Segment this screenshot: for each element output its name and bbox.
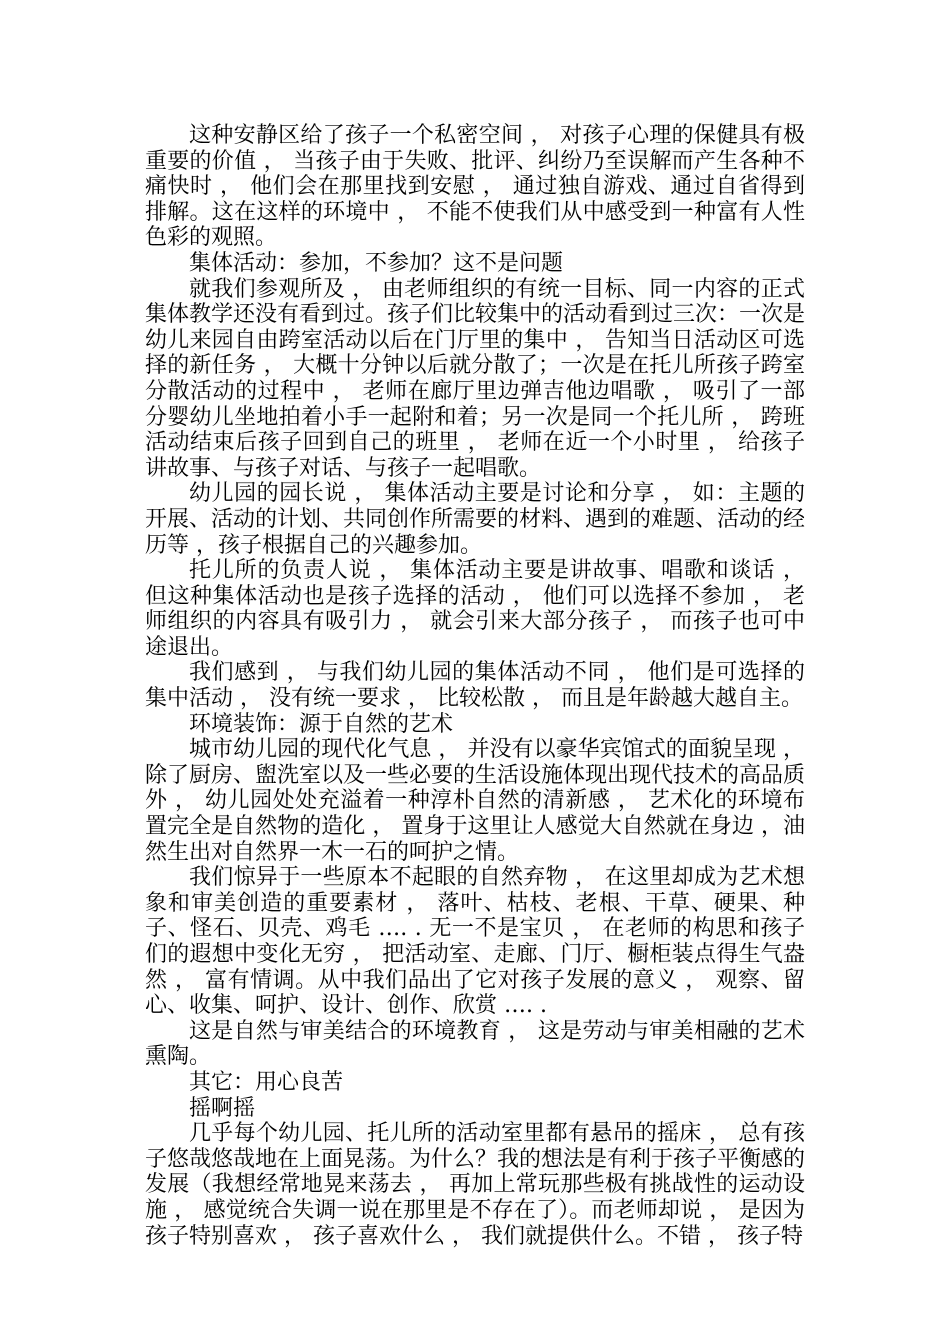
paragraph-nursery-head: 托儿所的负责人说 ， 集体活动主要是讲故事、唱歌和谈话 ， 但这种集体活动也是孩子选择的活动 ， 他们可以选择不参加 ， 老师组织的内容具有吸引力 ， 就会引来大部分孩子 ， 而孩子也可中途退出。 — [145, 558, 805, 660]
heading-rocking: 摇啊摇 — [189, 1095, 256, 1121]
paragraph-modern-atmosphere: 城市幼儿园的现代化气息 ， 并没有以豪华宾馆式的面貌呈现 ，除了厨房、盥洗室以及一些必要的生活设施体现出现代技术的高品质外 ， 幼儿园处处充溢着一种淳朴自然的清新感 ， 艺术化的环境布置完全是自然物的造化 ， 置身于这里让人感觉大自然就在身边 ，油然生出对自然界一木一石的呵护之情。 — [145, 737, 806, 865]
paragraph-hanging-cradles: 几乎每个幼儿园、托儿所的活动室里都有悬吊的摇床 ， 总有孩子悠哉悠哉地在上面晃荡。为什么？我的想法是有利于孩子平衡感的发展（我想经常地晃来荡去 ， 再加上常玩那些极有挑战性的运动设施 ， 感觉统合失调一说在那里是不存在了）。而老师却说 ， 是因为孩子特别喜欢 ， 孩子喜欢什么 ， 我们就提供什么。不错 ， 孩子特 — [145, 1121, 806, 1249]
document-body — [145, 123, 805, 1249]
paragraph-our-impression: 我们感到 ， 与我们幼儿园的集体活动不同 ， 他们是可选择的集中活动 ， 没有统一要求 ， 比较松散 ， 而且是年龄越大越自主。 — [145, 660, 805, 712]
paragraph-kindergarten-director: 幼儿园的园长说 ， 集体活动主要是讨论和分享 ， 如：主题的开展、活动的计划、共同创作所需要的材料、遇到的难题、活动的经历等 ，孩子根据自己的兴趣参加。 — [145, 481, 806, 558]
paragraph-quiet-zone: 这种安静区给了孩子一个私密空间 ， 对孩子心理的保健具有极重要的价值 ， 当孩子由于失败、批评、纠纷乃至误解而产生各种不痛快时 ， 他们会在那里找到安慰 ， 通过独自游戏、通过自省得到排解。这在这样的环境中 ， 不能不使我们从中感受到一种富有人性色彩的观照。 — [145, 123, 805, 251]
paragraph-aesthetic-education: 这是自然与审美结合的环境教育 ， 这是劳动与审美相融的艺术熏陶。 — [145, 1018, 805, 1070]
heading-group-activities: 集体活动：参加，不参加？这不是问题 — [189, 250, 564, 276]
heading-environment-decoration: 环境装饰：源于自然的艺术 — [189, 711, 454, 737]
paragraph-natural-materials: 我们惊异于一些原本不起眼的自然弃物 ， 在这里却成为艺术想象和审美创造的重要素材 ， 落叶、枯枝、老根、干草、硬果、种子、怪石、贝壳、鸡毛 …. . 无一不是宝贝 ， 在老师的构思和孩子们的遐想中变化无穷 ， 把活动室、走廊、门厅、橱柜装点得生气盎然 ， 富有情调。从中我们品出了它对孩子发展的意义 ， 观察、留心、收集、呵护、设计、创作、欣赏 …. . — [145, 865, 805, 1019]
paragraph-observed-activities: 就我们参观所及 ， 由老师组织的有统一目标、同一内容的正式集体教学还没有看到过。孩子们比较集中的活动看到过三次：一次是幼儿来园自由跨室活动以后在门厅里的集中 ， 告知当日活动区可选择的新任务 ， 大概十分钟以后就分散了；一次是在托儿所孩子跨室分散活动的过程中 ， 老师在廊厅里边弹吉他边唱歌 ， 吸引了一部分婴幼儿坐地拍着小手一起附和着；另一次是同一个托儿所 ， 跨班活动结束后孩子回到自己的班里 ， 老师在近一个小时里 ， 给孩子讲故事、与孩子对话、与孩子一起唱歌。 — [145, 276, 806, 481]
heading-other: 其它：用心良苦 — [189, 1069, 344, 1095]
